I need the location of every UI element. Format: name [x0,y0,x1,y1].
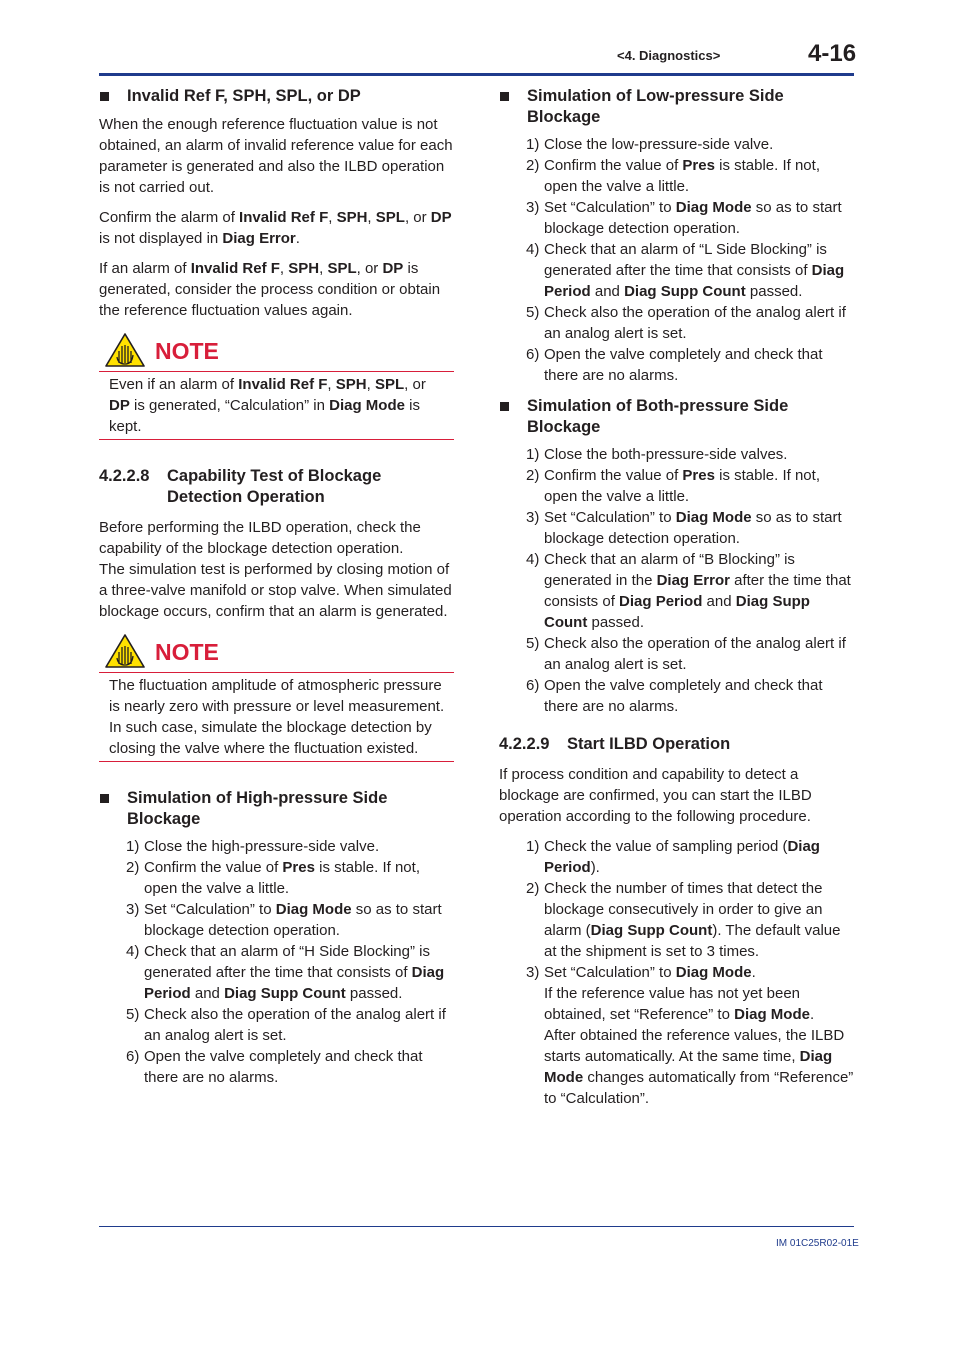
step-item: 3) Set “Calculation” to Diag Mode so as to start blockage detection operation. [126,901,442,939]
step-item: 4) Check that an alarm of “H Side Blocking” is generated after the time that consists of Diag Period and Diag Supp Count passed. [126,943,445,1002]
step-item: 6) Open the valve completely and check that there are no alarms. [126,1048,423,1086]
note-block-1 [99,333,454,440]
invalid-ref-paragraph-1: When the enough reference fluctuation value is not obtained, an alarm of invalid reference value for each parameter is generated and also the ILBD operation is not carried out. [99,116,453,196]
sim-high-steps [99,836,454,1088]
step-item: 5) Check also the operation of the analog alert if an analog alert is set. [526,304,846,342]
caution-hand-icon [105,333,145,367]
invalid-ref-heading: Invalid Ref F, SPH, SPL, or DP [99,86,454,107]
note-text: The fluctuation amplitude of atmospheric pressure is nearly zero with pressure or level measurement. In such case, simulate the blockage detection by closing the valve where the fluctuation existed. [109,677,445,757]
right-column [499,86,854,1109]
step-item: 2) Check the number of times that detect the blockage consecutively in order to give an alarm (Diag Supp Count). The default value at the shipment is set to 3 times. [526,880,841,960]
bullet-square-icon [500,402,509,411]
page-number: 4-16 [808,40,857,67]
sim-low-steps [499,134,854,386]
step-item: 1) Close the low-pressure-side valve. [526,136,774,153]
document-code: IM 01C25R02-01E [776,1238,859,1249]
step-item: 4) Check that an alarm of “L Side Blocking” is generated after the time that consists of Diag Period and Diag Supp Count passed. [526,241,845,300]
bullet-square-icon [500,92,509,101]
note-block-2 [99,634,454,762]
sim-low-heading: Simulation of Low-pressure Side Blockage [499,86,827,128]
bullet-square-icon [100,92,109,101]
step-item: 1) Close the both-pressure-side valves. [526,446,788,463]
note-text: Even if an alarm of Invalid Ref F, SPH, SPL, or DP is generated, “Calculation” in Diag Mode is kept. [109,376,426,435]
step-item: 1) Check the value of sampling period (Diag Period). [526,838,820,876]
note-body [99,371,454,440]
sim-high-heading: Simulation of High-pressure Side Blockage [99,788,427,830]
ilbd-start-steps [499,836,854,1109]
left-column [99,86,454,1088]
step-item: 5) Check also the operation of the analog alert if an analog alert is set. [526,635,846,673]
note-body [99,672,454,762]
step-item: 3) Set “Calculation” to Diag Mode so as to start blockage detection operation. [526,509,842,547]
caution-hand-icon [105,634,145,668]
step-item: 3) Set “Calculation” to Diag Mode. If the reference value has not yet been obtained, set “Reference” to Diag Mode. After obtained the reference values, the ILBD starts automatically. At the same time, Diag Mode changes automatically from “Reference” to “Calculation”. [526,964,854,1107]
step-item: 2) Confirm the value of Pres is stable. If not, open the valve a little. [126,859,420,897]
step-item: 2) Confirm the value of Pres is stable. If not, open the valve a little. [526,467,820,505]
section-4228-paragraph-1: Before performing the ILBD operation, check the capability of the blockage detection operation. [99,519,421,557]
sim-both-steps [499,444,854,717]
step-item: 1) Close the high-pressure-side valve. [126,838,380,855]
step-item: 6) Open the valve completely and check that there are no alarms. [526,677,823,715]
bullet-square-icon [100,794,109,803]
step-item: 5) Check also the operation of the analog alert if an analog alert is set. [126,1006,446,1044]
step-item: 4) Check that an alarm of “B Blocking” is generated in the Diag Error after the time that consists of Diag Period and Diag Supp Count passed. [526,551,851,631]
sim-both-heading: Simulation of Both-pressure Side Blockage [499,396,827,438]
section-4229-paragraph: If process condition and capability to detect a blockage are confirmed, you can start the ILBD operation according to the following procedure. [499,766,812,825]
step-item: 3) Set “Calculation” to Diag Mode so as to start blockage detection operation. [526,199,842,237]
note-header [99,333,454,371]
invalid-ref-paragraph-3: If an alarm of Invalid Ref F, SPH, SPL, or DP is generated, consider the process condition or obtain the reference fluctuation values again. [99,260,441,319]
note-title: NOTE [155,338,219,364]
note-header [99,634,454,672]
footer-rule [99,1226,854,1227]
section-4228-paragraph-2: The simulation test is performed by closing motion of a three-valve manifold or stop valve. When simulated blockage occurs, confirm that an alarm is generated. [99,561,452,620]
header-rule [99,73,854,76]
section-4228-heading: 4.2.2.8 Capability Test of Blockage Detection Operation [99,467,382,506]
step-item: 2) Confirm the value of Pres is stable. If not, open the valve a little. [526,157,820,195]
section-4229-heading: 4.2.2.9 Start ILBD Operation [499,735,731,753]
note-title: NOTE [155,639,219,665]
invalid-ref-paragraph-2: Confirm the alarm of Invalid Ref F, SPH, SPL, or DP is not displayed in Diag Error. [99,209,452,247]
section-label: <4. Diagnostics> [617,48,721,63]
step-item: 6) Open the valve completely and check that there are no alarms. [526,346,823,384]
